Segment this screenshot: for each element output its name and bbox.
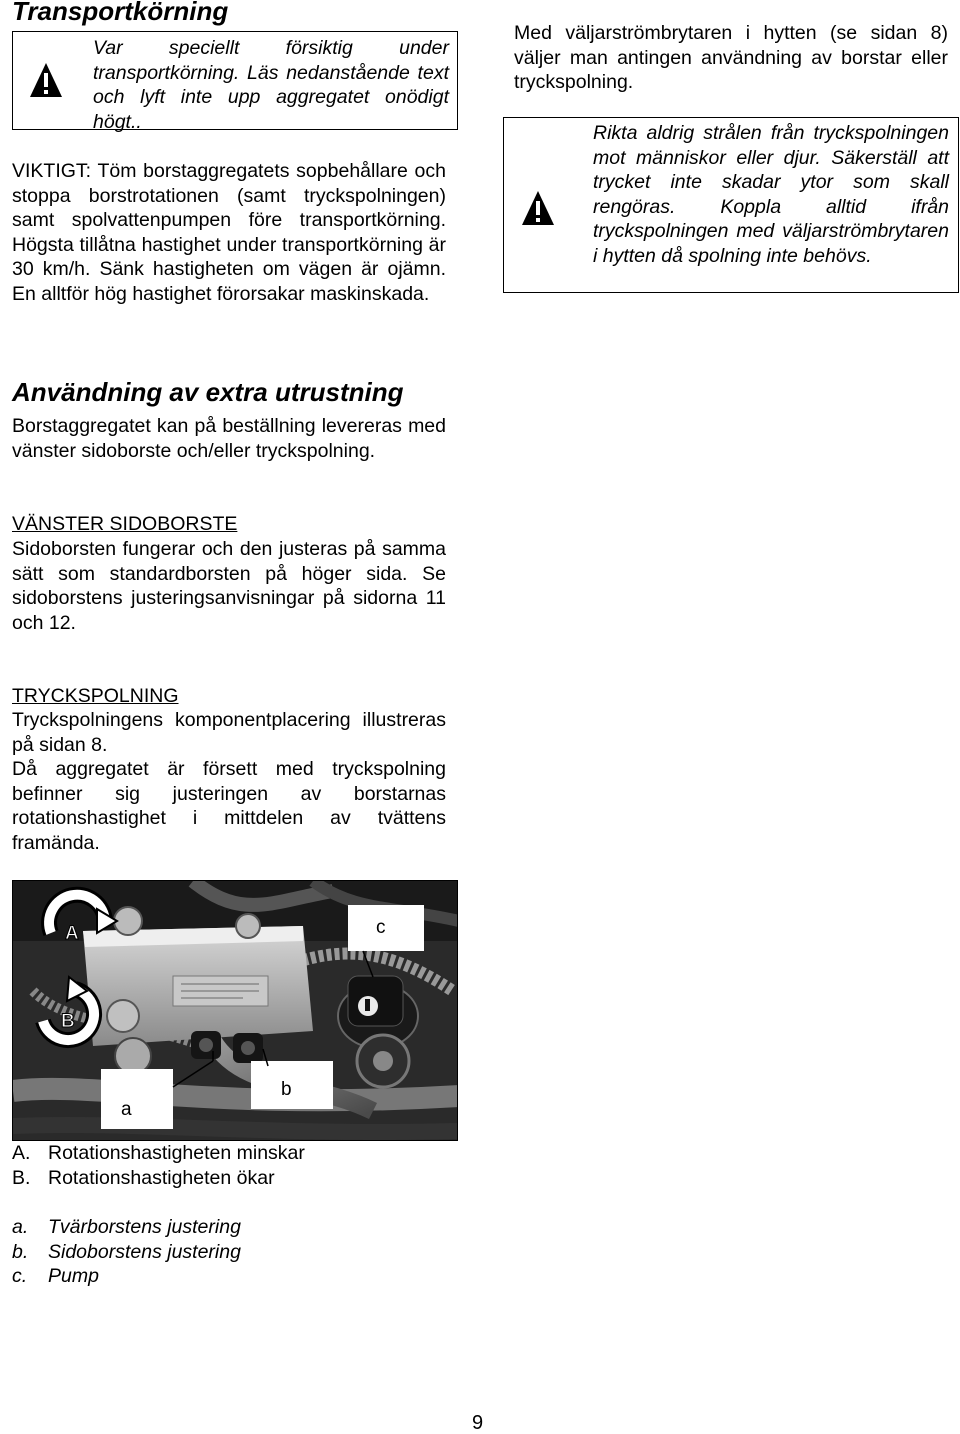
pressure-wash-text-2: Då aggregatet är försett med tryckspolning befinner sig justeringen av borstarnas rotationshastighet i mittdelen av tvättens framända. bbox=[12, 758, 446, 854]
selector-switch-paragraph: Med väljarströmbrytaren i hytten (se sidan 8) väljer man antingen användning av borstar eller tryckspolning. bbox=[514, 22, 948, 93]
legend-item: B. Rotationshastigheten ökar bbox=[12, 1166, 275, 1189]
warning-box-transport bbox=[12, 31, 458, 133]
warning-box-pressure-wash bbox=[503, 117, 959, 293]
pressure-wash-heading: TRYCKSPOLNING bbox=[12, 685, 179, 707]
legend-item: a. Tvärborstens justering bbox=[12, 1216, 241, 1238]
photo-label-A: A bbox=[65, 923, 79, 944]
legend-item: A. Rotationshastigheten minskar bbox=[12, 1142, 305, 1164]
extra-equipment-intro: Borstaggregatet kan på beställning levereras med vänster sidoborste och/eller tryckspolning. bbox=[12, 415, 446, 462]
legend-item: b. Sidoborstens justering bbox=[12, 1240, 241, 1263]
photo-label-b: b bbox=[281, 1079, 292, 1100]
viktigt-paragraph: VIKTIGT: Töm borstaggregatets sopbehållare och stoppa borstrotationen (samt tryckspolningen) samt spolvattenpumpen före transportkörning. Högsta tillåtna hastighet under transportkörning är 30 km/h. Sänk hastigheten om vägen är ojämn. En alltför hög hastighet förorsakar maskinskada. bbox=[12, 160, 446, 305]
page-number: 9 bbox=[472, 1412, 484, 1434]
photo-label-B: B bbox=[61, 1011, 75, 1032]
photo-label-c: c bbox=[376, 917, 386, 938]
section-title-transport: Transportkörning bbox=[12, 0, 229, 26]
valve-block-photo bbox=[12, 880, 458, 1141]
warning-triangle-icon bbox=[29, 62, 63, 98]
warning-triangle-icon bbox=[521, 190, 555, 226]
valve-block-illustration bbox=[13, 881, 458, 1141]
left-side-brush-heading: VÄNSTER SIDOBORSTE bbox=[12, 513, 238, 535]
section-title-extra-equipment: Användning av extra utrustning bbox=[12, 377, 404, 407]
pressure-wash-text-1: Tryckspolningens komponentplacering illustreras på sidan 8. bbox=[12, 709, 446, 756]
left-side-brush-text: Sidoborsten fungerar och den justeras på samma sätt som standardborsten på höger sida. Se sidoborstens justeringsanvisningar på sidorna 11 och 12. bbox=[12, 538, 446, 634]
photo-label-a: a bbox=[121, 1099, 132, 1120]
legend-rotation bbox=[12, 1141, 305, 1190]
warning-text-pressure-wash: Rikta aldrig strålen från tryckspolningen mot människor eller djur. Säkerställ att trycket inte skadar ytor som skall rengöras. Koppla alltid ifrån tryckspolningen med väljarströmbrytaren i hytten då spolning inte behövs. bbox=[593, 122, 949, 267]
legend-adjustments bbox=[12, 1215, 241, 1289]
legend-item: c. Pump bbox=[12, 1265, 99, 1287]
warning-text-transport: Var speciellt försiktig under transportkörning. Läs nedanstående text och lyft inte upp aggregatet onödigt högt.. bbox=[93, 37, 449, 133]
